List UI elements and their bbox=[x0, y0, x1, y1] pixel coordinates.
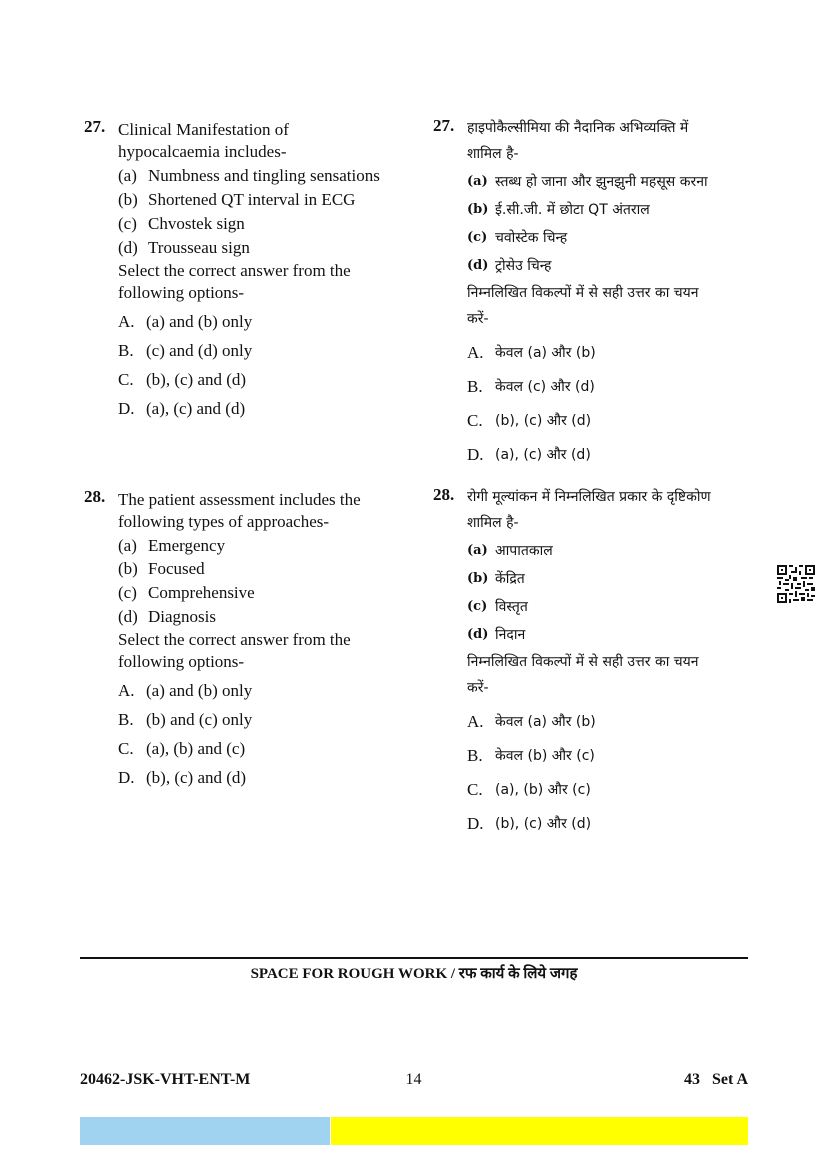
statement-text: Numbness and tingling sensations bbox=[148, 166, 380, 185]
question-number: 28. bbox=[433, 485, 455, 504]
option-text: (a), (c) और (d) bbox=[495, 447, 591, 463]
statement-label: (c) bbox=[467, 599, 488, 614]
question-28-hindi bbox=[433, 485, 773, 845]
statement-item bbox=[118, 558, 361, 580]
rough-work-divider bbox=[80, 957, 748, 959]
option-text: (a), (c) and (d) bbox=[146, 399, 246, 418]
statement-item bbox=[467, 594, 711, 620]
question-stem-line: शामिल है- bbox=[467, 146, 519, 162]
qr-code-icon bbox=[777, 565, 815, 603]
statement-label: (d) bbox=[118, 238, 138, 257]
statement-item bbox=[467, 197, 708, 223]
statement-text: स्तब्ध हो जाना और झुनझुनी महसूस करना bbox=[495, 174, 708, 190]
statement-text: केंद्रित bbox=[495, 571, 525, 587]
page-number: 14 bbox=[405, 1071, 422, 1088]
option-label: B. bbox=[118, 710, 134, 729]
answer-option[interactable] bbox=[467, 709, 711, 735]
statement-item bbox=[118, 165, 380, 187]
option-label: C. bbox=[467, 780, 483, 799]
question-27-hindi bbox=[433, 116, 773, 476]
answer-option[interactable] bbox=[118, 767, 361, 789]
question-27-english bbox=[84, 117, 414, 417]
option-label: C. bbox=[118, 739, 134, 758]
statement-text: Shortened QT interval in ECG bbox=[148, 190, 356, 209]
option-label: D. bbox=[118, 768, 135, 787]
statement-text: Diagnosis bbox=[148, 607, 216, 626]
statement-label: (c) bbox=[467, 230, 488, 245]
question-stem-line: hypocalcaemia includes- bbox=[118, 142, 287, 161]
instruction-line: निम्नलिखित विकल्पों में से सही उत्तर का चयन bbox=[467, 285, 699, 301]
answer-option[interactable] bbox=[467, 374, 708, 400]
answer-option[interactable] bbox=[118, 398, 380, 420]
statement-item bbox=[118, 606, 361, 628]
question-number: 27. bbox=[84, 117, 106, 136]
statement-item bbox=[467, 566, 711, 592]
statement-text: Comprehensive bbox=[148, 583, 255, 602]
instruction-line: Select the correct answer from the bbox=[118, 630, 351, 649]
option-text: केवल (c) और (d) bbox=[495, 379, 595, 395]
instruction-line: Select the correct answer from the bbox=[118, 261, 351, 280]
statement-text: Emergency bbox=[148, 536, 226, 555]
footer-color-bar-blue bbox=[80, 1117, 330, 1145]
statement-text: चवोस्टेक चिन्ह bbox=[495, 230, 568, 246]
statement-label: (b) bbox=[118, 559, 138, 578]
option-text: (c) and (d) only bbox=[146, 341, 253, 360]
option-label: B. bbox=[118, 341, 134, 360]
footer-color-bar-yellow bbox=[331, 1117, 748, 1145]
question-stem-line: शामिल है- bbox=[467, 515, 519, 531]
statement-text: ट्रोसेउ चिन्ह bbox=[495, 258, 552, 274]
option-text: (a), (b) और (c) bbox=[495, 782, 591, 798]
statement-item bbox=[118, 189, 380, 211]
option-label: C. bbox=[118, 370, 134, 389]
statement-item bbox=[118, 213, 380, 235]
option-label: A. bbox=[118, 312, 135, 331]
statement-label: (b) bbox=[467, 571, 489, 586]
answer-option[interactable] bbox=[467, 777, 711, 803]
statement-item bbox=[118, 535, 361, 557]
option-label: B. bbox=[467, 746, 483, 765]
statement-text: निदान bbox=[495, 627, 526, 643]
option-label: C. bbox=[467, 411, 483, 430]
question-28-english bbox=[84, 487, 414, 787]
statement-label: (c) bbox=[118, 214, 137, 233]
question-stem-line: हाइपोकैल्सीमिया की नैदानिक अभिव्यक्ति में bbox=[467, 120, 689, 136]
answer-option[interactable] bbox=[467, 340, 708, 366]
option-text: केवल (a) और (b) bbox=[495, 345, 596, 361]
instruction-line: करें- bbox=[467, 311, 489, 327]
option-text: (a) and (b) only bbox=[146, 312, 253, 331]
rough-work-heading: SPACE FOR ROUGH WORK / रफ कार्य के लिये जगह bbox=[250, 966, 578, 982]
option-text: केवल (a) और (b) bbox=[495, 714, 596, 730]
answer-option[interactable] bbox=[118, 340, 380, 362]
statement-label: (a) bbox=[467, 543, 488, 558]
option-label: A. bbox=[118, 681, 135, 700]
statement-item bbox=[467, 622, 711, 648]
option-label: D. bbox=[467, 814, 484, 833]
answer-option[interactable] bbox=[467, 811, 711, 837]
answer-option[interactable] bbox=[118, 738, 361, 760]
statement-text: Chvostek sign bbox=[148, 214, 245, 233]
answer-option[interactable] bbox=[467, 743, 711, 769]
paper-code: 20462-JSK-VHT-ENT-M bbox=[80, 1071, 251, 1088]
statement-label: (a) bbox=[118, 536, 137, 555]
statement-text: ई.सी.जी. में छोटा QT अंतराल bbox=[495, 202, 650, 218]
answer-option[interactable] bbox=[118, 311, 380, 333]
option-text: (b), (c) and (d) bbox=[146, 370, 247, 389]
answer-option[interactable] bbox=[118, 680, 361, 702]
question-number: 27. bbox=[433, 116, 455, 135]
question-stem-line: following types of approaches- bbox=[118, 512, 330, 531]
answer-option[interactable] bbox=[467, 442, 708, 468]
statement-text: Trousseau sign bbox=[148, 238, 250, 257]
option-text: (b), (c) और (d) bbox=[495, 816, 592, 832]
answer-option[interactable] bbox=[118, 369, 380, 391]
statement-text: Focused bbox=[148, 559, 205, 578]
statement-label: (b) bbox=[467, 202, 489, 217]
statement-label: (c) bbox=[118, 583, 137, 602]
statement-item bbox=[467, 225, 708, 251]
statement-label: (d) bbox=[467, 627, 489, 642]
option-label: A. bbox=[467, 712, 484, 731]
answer-option[interactable] bbox=[118, 709, 361, 731]
statement-item bbox=[118, 582, 361, 604]
statement-item bbox=[467, 538, 711, 564]
statement-text: आपातकाल bbox=[495, 543, 553, 559]
statement-label: (a) bbox=[118, 166, 137, 185]
option-text: केवल (b) और (c) bbox=[495, 748, 595, 764]
set-label: 43 Set A bbox=[684, 1071, 748, 1088]
instruction-line: निम्नलिखित विकल्पों में से सही उत्तर का चयन bbox=[467, 654, 699, 670]
question-stem-line: रोगी मूल्यांकन में निम्नलिखित प्रकार के दृष्टिकोण bbox=[467, 489, 711, 505]
statement-item bbox=[467, 253, 708, 279]
option-text: (a), (b) and (c) bbox=[146, 739, 246, 758]
option-label: D. bbox=[467, 445, 484, 464]
statement-label: (d) bbox=[467, 258, 489, 273]
statement-label: (b) bbox=[118, 190, 138, 209]
statement-text: विस्तृत bbox=[495, 599, 528, 615]
statement-label: (d) bbox=[118, 607, 138, 626]
instruction-line: following options- bbox=[118, 283, 245, 302]
statement-item bbox=[118, 237, 380, 259]
question-stem-line: The patient assessment includes the bbox=[118, 490, 361, 509]
option-text: (b), (c) and (d) bbox=[146, 768, 247, 787]
answer-option[interactable] bbox=[467, 408, 708, 434]
statement-item bbox=[467, 169, 708, 195]
option-text: (b), (c) और (d) bbox=[495, 413, 592, 429]
question-stem-line: Clinical Manifestation of bbox=[118, 120, 289, 139]
question-number: 28. bbox=[84, 487, 106, 506]
option-label: B. bbox=[467, 377, 483, 396]
option-text: (b) and (c) only bbox=[146, 710, 253, 729]
statement-label: (a) bbox=[467, 174, 488, 189]
option-text: (a) and (b) only bbox=[146, 681, 253, 700]
option-label: A. bbox=[467, 343, 484, 362]
instruction-line: करें- bbox=[467, 680, 489, 696]
option-label: D. bbox=[118, 399, 135, 418]
instruction-line: following options- bbox=[118, 652, 245, 671]
